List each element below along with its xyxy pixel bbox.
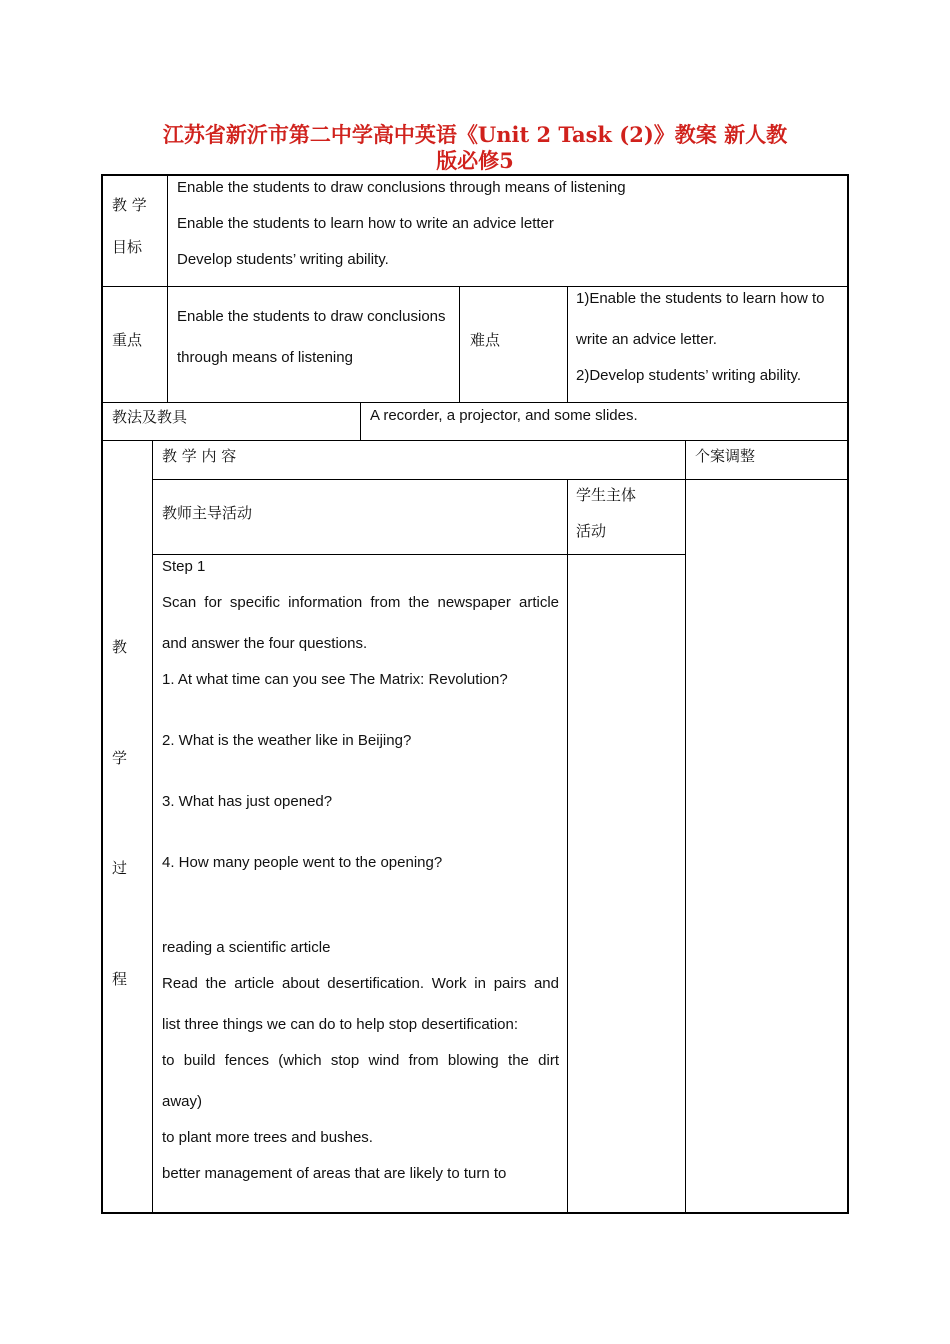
scan-line-2: and answer the four questions. — [162, 635, 368, 652]
read-line-1: Read the article about desertification. Work in pairs and — [162, 975, 559, 992]
title-line-1: 江苏省新沂市第二中学高中英语《Unit 2 Task (2)》教案 新人教 — [162, 122, 788, 147]
key-points-line-1: Enable the students to draw conclusions — [177, 308, 446, 325]
fence-line-2: away) — [162, 1093, 203, 1110]
read-line-2: list three things we can do to help stop desertification: — [162, 1016, 519, 1033]
content-header: 教 学 内 容 — [162, 447, 237, 465]
teacher-activity-header: 教师主导活动 — [162, 504, 253, 522]
difficulties-label: 难点 — [470, 331, 501, 349]
objectives-label-a: 教 学 — [112, 196, 147, 214]
process-side-char-2: 学 — [112, 749, 128, 767]
process-side-char-1: 教 — [112, 638, 128, 656]
difficulties-line-1: 1)Enable the students to learn how to — [576, 290, 825, 307]
difficulties-line-3: 2)Develop students’ writing ability. — [576, 367, 802, 384]
objective-item-3: Develop students’ writing ability. — [177, 251, 389, 268]
student-activity-header-2: 活动 — [576, 522, 607, 540]
scan-line-1: Scan for specific information from the newspaper article — [162, 594, 559, 611]
step-title: Step 1 — [162, 558, 206, 575]
methods-value: A recorder, a projector, and some slides. — [370, 407, 638, 424]
question-1: 1. At what time can you see The Matrix: Revolution? — [162, 671, 508, 688]
objective-item-2: Enable the students to learn how to write an advice letter — [177, 215, 554, 232]
question-3: 3. What has just opened? — [162, 793, 333, 810]
process-side-char-3: 过 — [112, 859, 128, 877]
key-points-label: 重点 — [112, 331, 143, 349]
question-2: 2. What is the weather like in Beijing? — [162, 732, 412, 749]
difficulties-line-2: write an advice letter. — [576, 331, 717, 348]
key-points-line-2: through means of listening — [177, 349, 353, 366]
plant-line: to plant more trees and bushes. — [162, 1129, 373, 1146]
objective-item-1: Enable the students to draw conclusions through means of listening — [177, 179, 626, 196]
reading-title: reading a scientific article — [162, 939, 331, 956]
objectives-label-b: 目标 — [112, 238, 143, 256]
manage-line: better management of areas that are likely to turn to — [162, 1165, 507, 1182]
process-side-char-4: 程 — [112, 970, 128, 988]
adjust-header: 个案调整 — [695, 447, 756, 465]
methods-label: 教法及教具 — [112, 408, 188, 426]
title-line-2: 版必修5 — [436, 148, 514, 173]
document-title — [100, 122, 850, 174]
student-activity-header-1: 学生主体 — [576, 486, 637, 504]
fence-line-1: to build fences (which stop wind from blowing the dirt — [162, 1052, 559, 1069]
question-4: 4. How many people went to the opening? — [162, 854, 443, 871]
